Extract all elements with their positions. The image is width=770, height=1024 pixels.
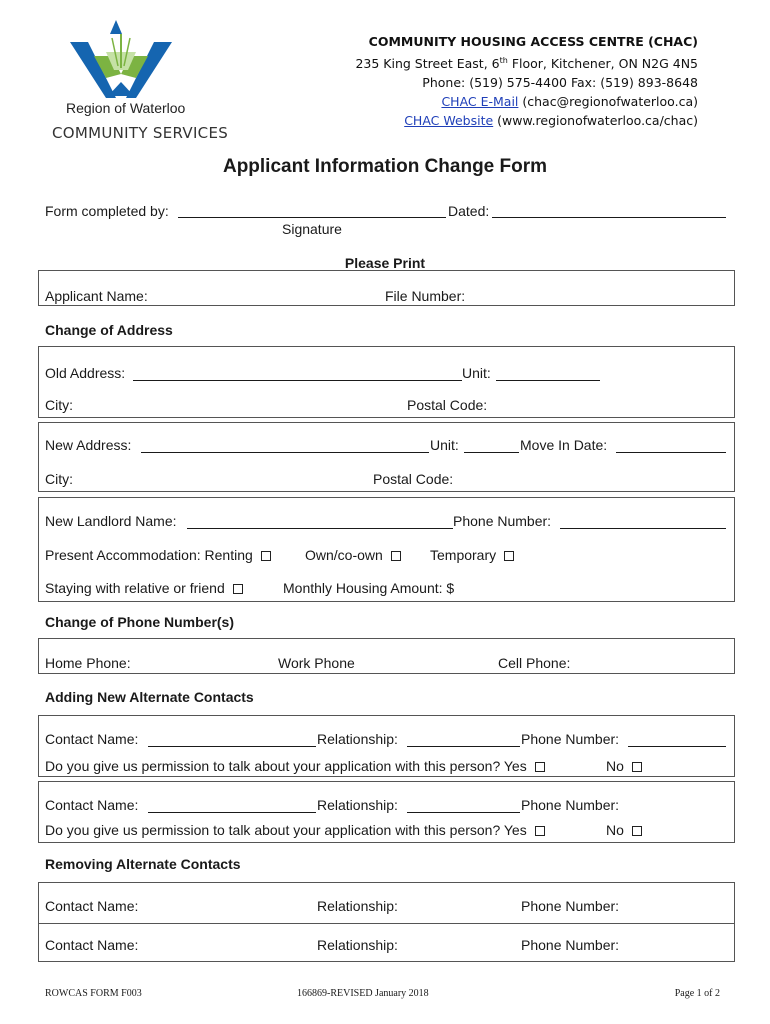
footer-form-id: ROWCAS FORM F003	[45, 988, 142, 999]
add1-contact-label: Contact Name:	[45, 731, 139, 747]
completed-by-field[interactable]	[178, 217, 446, 218]
removing-heading: Removing Alternate Contacts	[45, 856, 241, 872]
old-unit-field[interactable]	[496, 380, 600, 381]
remove-divider	[38, 923, 735, 924]
completed-by-label: Form completed by:	[45, 203, 169, 219]
temporary-row	[430, 547, 514, 563]
temporary-checkbox[interactable]	[504, 551, 514, 561]
phones-box	[38, 638, 735, 674]
landlord-phone-label: Phone Number:	[453, 513, 552, 529]
add2-no-checkbox[interactable]	[632, 826, 642, 836]
own-row	[305, 547, 401, 563]
add1-no-checkbox[interactable]	[632, 762, 642, 772]
add2-contact-label: Contact Name:	[45, 797, 139, 813]
footer-revision: 166869-REVISED January 2018	[297, 988, 429, 999]
file-number-label: File Number:	[385, 288, 466, 304]
logo-line2: COMMUNITY SERVICES	[52, 124, 229, 142]
old-city-label: City:	[45, 397, 73, 413]
add1-phone-field[interactable]	[628, 746, 726, 747]
old-address-label: Old Address:	[45, 365, 126, 381]
old-unit-label: Unit:	[462, 365, 491, 381]
page-title: Applicant Information Change Form	[222, 156, 548, 177]
rem1-relationship-label: Relationship:	[317, 898, 398, 914]
landlord-phone-field[interactable]	[560, 528, 726, 529]
rem2-contact-label: Contact Name:	[45, 937, 139, 953]
home-phone-label: Home Phone:	[45, 655, 131, 671]
add1-no-label: No	[606, 758, 624, 774]
add2-relationship-label: Relationship:	[317, 797, 398, 813]
applicant-name-label: Applicant Name:	[45, 288, 148, 304]
add1-yes-checkbox[interactable]	[535, 762, 545, 772]
own-label: Own/co-own	[305, 547, 383, 563]
address-line	[355, 51, 698, 73]
landlord-field[interactable]	[187, 528, 453, 529]
dated-label: Dated:	[448, 203, 490, 219]
new-unit-field[interactable]	[464, 452, 519, 453]
email-text: (chac@regionofwaterloo.ca)	[518, 94, 698, 110]
staying-label: Staying with relative or friend	[45, 580, 225, 596]
web-text: (www.regionofwaterloo.ca/chac)	[493, 113, 698, 129]
web-line	[355, 111, 698, 130]
dated-field[interactable]	[492, 217, 726, 218]
landlord-label: New Landlord Name:	[45, 513, 177, 529]
address-pre: 235 King Street East, 6	[355, 56, 500, 72]
add2-permission-row	[45, 822, 545, 838]
add1-permission-label: Do you give us permission to talk about your application with this person? Yes	[45, 758, 527, 774]
work-phone-label: Work Phone	[278, 655, 355, 671]
footer-page: Page 1 of 2	[674, 988, 720, 999]
phones-heading: Change of Phone Number(s)	[45, 614, 235, 630]
address-post: Floor, Kitchener, ON N2G 4N5	[507, 56, 698, 72]
add1-permission-row	[45, 758, 545, 774]
add2-no-label: No	[606, 822, 624, 838]
rem1-contact-label: Contact Name:	[45, 898, 139, 914]
add2-yes-checkbox[interactable]	[535, 826, 545, 836]
add2-no-row	[606, 822, 642, 838]
website-link[interactable]: CHAC Website	[404, 113, 494, 129]
move-in-label: Move In Date:	[520, 437, 608, 453]
adding-heading: Adding New Alternate Contacts	[45, 689, 254, 705]
temporary-label: Temporary	[430, 547, 497, 563]
rem2-phone-label: Phone Number:	[521, 937, 620, 953]
move-in-field[interactable]	[616, 452, 726, 453]
renting-checkbox[interactable]	[261, 551, 271, 561]
rem1-phone-label: Phone Number:	[521, 898, 620, 914]
logo-line1: Region of Waterloo	[66, 100, 186, 116]
region-logo	[52, 20, 229, 144]
add1-phone-label: Phone Number:	[521, 731, 620, 747]
monthly-amount-label: Monthly Housing Amount: $	[283, 580, 455, 596]
add2-phone-label: Phone Number:	[521, 797, 620, 813]
old-address-box	[38, 346, 735, 418]
signature-label: Signature	[282, 221, 342, 237]
please-print: Please Print	[344, 255, 426, 271]
old-postal-label: Postal Code:	[407, 397, 488, 413]
own-checkbox[interactable]	[391, 551, 401, 561]
add1-relationship-field[interactable]	[407, 746, 520, 747]
add2-permission-label: Do you give us permission to talk about your application with this person? Yes	[45, 822, 527, 838]
new-city-label: City:	[45, 471, 73, 487]
present-accommodation-row	[45, 547, 271, 563]
add1-no-row	[606, 758, 642, 774]
new-unit-label: Unit:	[430, 437, 459, 453]
org-name: COMMUNITY HOUSING ACCESS CENTRE (CHAC)	[368, 34, 698, 49]
old-address-field[interactable]	[133, 380, 462, 381]
email-link[interactable]: CHAC E-Mail	[441, 94, 519, 110]
add2-contact-field[interactable]	[148, 812, 316, 813]
staying-checkbox[interactable]	[233, 584, 243, 594]
header-block	[355, 32, 698, 130]
phone-line: Phone: (519) 575-4400 Fax: (519) 893-8648	[422, 75, 698, 91]
rem2-relationship-label: Relationship:	[317, 937, 398, 953]
new-address-field[interactable]	[141, 452, 429, 453]
new-address-label: New Address:	[45, 437, 132, 453]
address-sup: th	[499, 56, 508, 65]
add2-relationship-field[interactable]	[407, 812, 520, 813]
add1-relationship-label: Relationship:	[317, 731, 398, 747]
email-line	[355, 92, 698, 111]
renting-label: Present Accommodation: Renting	[45, 547, 253, 563]
staying-row	[45, 580, 243, 596]
region-logo-icon	[66, 20, 176, 100]
new-postal-label: Postal Code:	[373, 471, 454, 487]
address-heading: Change of Address	[45, 322, 173, 338]
cell-phone-label: Cell Phone:	[498, 655, 571, 671]
add1-contact-field[interactable]	[148, 746, 316, 747]
